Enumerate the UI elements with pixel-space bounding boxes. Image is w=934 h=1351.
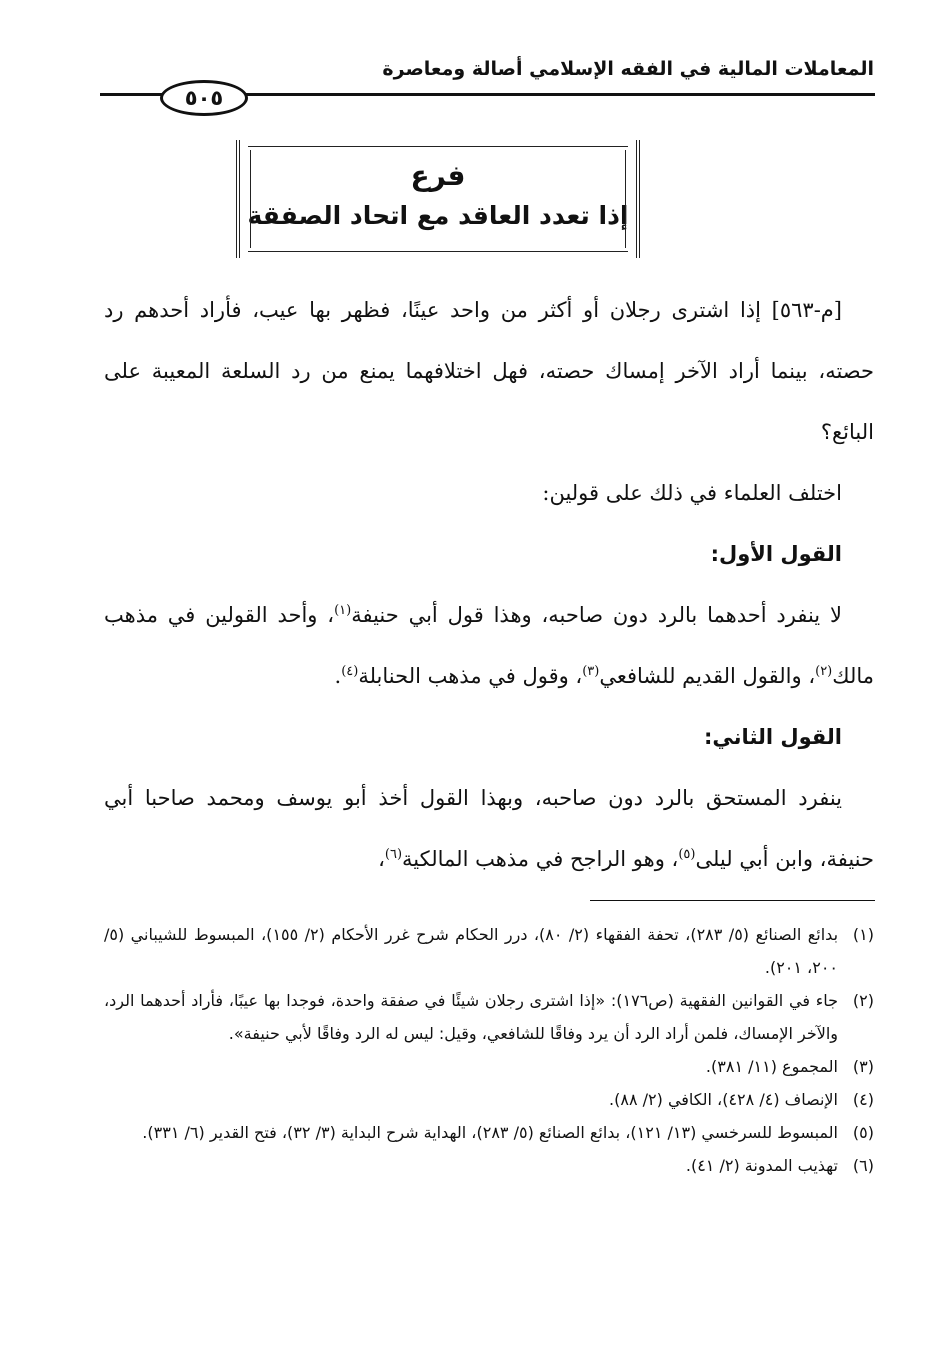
second-opinion-paragraph bbox=[104, 768, 874, 890]
text-run: . bbox=[334, 664, 342, 688]
footnote-item bbox=[104, 1149, 874, 1182]
text-run: ، وأحد القولين في مذهب مالك bbox=[104, 603, 874, 688]
first-opinion-heading: القول الأول: bbox=[710, 542, 842, 566]
footnotes bbox=[104, 918, 874, 1182]
question-paragraph: [م-٥٦٣] إذا اشترى رجلان أو أكثر من واحد عينًا، فظهر بها عيب، فأراد أحدهم رد حصته، بينما أراد الآخر إمساك حصته، فهل اختلافهما يمنع من رد السلعة المعيبة على البائع؟ bbox=[104, 298, 874, 444]
title-inner-frame bbox=[250, 150, 626, 248]
footnote-item bbox=[104, 1083, 874, 1116]
section-title: إذا تعدد العاقد مع اتحاد الصفقة bbox=[247, 201, 629, 230]
footnote-ref: (٢) bbox=[815, 664, 833, 679]
text-run: لا ينفرد أحدهما بالرد دون صاحبه، وهذا قول أبي حنيفة bbox=[351, 603, 842, 627]
footnote-ref: (٣) bbox=[582, 664, 600, 679]
footnote-text: تهذيب المدونة (٢/ ٤١). bbox=[685, 1156, 838, 1175]
footnote-text: المجموع (١١/ ٣٨١). bbox=[705, 1057, 838, 1076]
footnote-text: المبسوط للسرخسي (١٣/ ١٢١)، بدائع الصنائع (٥/ ٢٨٣)، الهداية شرح البداية (٣/ ٣٢)، فتح القدير (٦/ ٣٣١). bbox=[142, 1123, 838, 1142]
footnote-ref: (١) bbox=[334, 603, 352, 618]
footnote-ref: (٥) bbox=[678, 847, 696, 862]
second-opinion-heading: القول الثاني: bbox=[704, 725, 842, 749]
footnote-item bbox=[104, 1116, 874, 1149]
text-run: ، وقول في مذهب الحنابلة bbox=[358, 664, 583, 688]
page-number: ٥٠٥ bbox=[160, 80, 248, 116]
footnote-item bbox=[104, 1050, 874, 1083]
footnote-text: جاء في القوانين الفقهية (ص١٧٦): «إذا اشترى رجلان شيئًا في صفقة واحدة، فوجدا بها عيبًا، فأراد أحدهما الرد، والآخر الإمساك، فلمن أراد الرد أن يرد وفاقًا للشافعي، وقيل: ليس له الرد وفاقًا لأبي حنيفة». bbox=[104, 991, 838, 1043]
section-label: فرع bbox=[410, 159, 466, 192]
footnote-number: (١) bbox=[852, 925, 874, 944]
footnote-number: (٦) bbox=[852, 1156, 874, 1175]
footnote-ref: (٦) bbox=[384, 847, 403, 862]
footnote-separator bbox=[590, 900, 875, 901]
text-run: ، bbox=[378, 847, 385, 871]
footnote-item bbox=[104, 984, 874, 1050]
footnote-number: (٥) bbox=[852, 1123, 874, 1142]
intro-paragraph: اختلف العلماء في ذلك على قولين: bbox=[542, 481, 842, 505]
text-run: ينفرد المستحق بالرد دون صاحبه، وبهذا القول أخذ أبو يوسف ومحمد صاحبا أبي حنيفة، وابن أبي ليلى bbox=[104, 786, 874, 871]
footnote-number: (٣) bbox=[852, 1057, 874, 1076]
text-run: ، والقول القديم للشافعي bbox=[599, 664, 816, 688]
footnote-ref: (٤) bbox=[341, 664, 359, 679]
section-title-box bbox=[236, 140, 640, 258]
footnote-number: (٢) bbox=[852, 991, 874, 1010]
footnote-item bbox=[104, 918, 874, 984]
footnote-number: (٤) bbox=[852, 1090, 874, 1109]
footnote-text: بدائع الصنائع (٥/ ٢٨٣)، تحفة الفقهاء (٢/ ٨٠)، درر الحكام شرح غرر الأحكام (٢/ ١٥٥)، المبسوط للشيباني (٥/ ٢٠٠، ٢٠١). bbox=[104, 925, 839, 977]
footnote-text: الإنصاف (٤/ ٤٢٨)، الكافي (٢/ ٨٨). bbox=[609, 1090, 838, 1109]
running-title: المعاملات المالية في الفقه الإسلامي أصالة ومعاصرة bbox=[382, 58, 874, 80]
text-run: ، وهو الراجح في مذهب المالكية bbox=[402, 847, 679, 871]
first-opinion-paragraph bbox=[104, 585, 874, 707]
body-text bbox=[104, 280, 874, 890]
